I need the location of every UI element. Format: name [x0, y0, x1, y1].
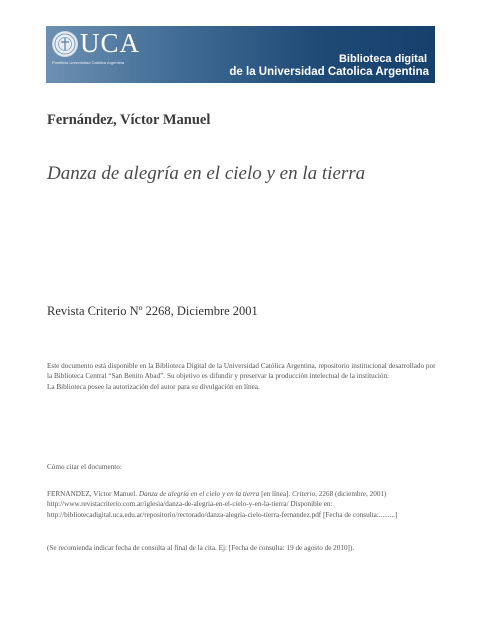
library-title-line2: de la Universidad Catolica Argentina [229, 66, 429, 78]
citation-title: Danza de alegría en el cielo y en la tierra [138, 490, 260, 498]
citation-text [47, 489, 439, 520]
citation-online: [en línea]. [261, 490, 291, 498]
citation-author: FERNANDEZ, Víctor Manuel. [47, 490, 138, 498]
citation-note: (Se recomienda indicar fecha de consulta al final de la cita. Ej: [Fecha de consulta: 19 de agosto de 2010]). [47, 544, 355, 552]
document-author: Fernández, Víctor Manuel [47, 112, 211, 128]
university-seal-icon [52, 31, 78, 57]
citation-journal: Criterio, [292, 490, 317, 498]
authorization-paragraph: La Biblioteca posee la autorización del autor para su divulgación en línea. [47, 382, 260, 391]
document-title: Danza de alegría en el cielo y en la tierra [47, 163, 366, 184]
citation-details: 2268 (diciembre, 2001) http://www.revistacriterio.com.ar/iglesia/danza-de-alegria-en-el-cielo-y-en-la-tierra/ Disponible en: http://bibliotecadigital.uca.edu.ar/repositorio/rectorado/danza-alegria-cielo-tierra-fernandez.pdf [Fecha de consulta:.........] [47, 490, 398, 519]
library-banner [46, 26, 435, 83]
library-title-line1: Biblioteca digital [338, 53, 427, 65]
repository-disclaimer [47, 361, 437, 392]
citation-label: Cómo citar el documento: [47, 463, 122, 471]
uca-logo-subtitle: Pontificia Universidad Católica Argentina [52, 60, 125, 65]
document-source: Revista Criterio Nº 2268, Diciembre 2001 [47, 304, 258, 318]
uca-logo-text: UCA [80, 28, 141, 58]
disclaimer-paragraph: Este documento está disponible en la Biblioteca Digital de la Universidad Católica Argentina, repositorio institucional desarrollado por la Biblioteca Central “San Benito Abad”. Su objetivo es difundir y preservar la producción intelectual de la institución. [47, 362, 436, 381]
